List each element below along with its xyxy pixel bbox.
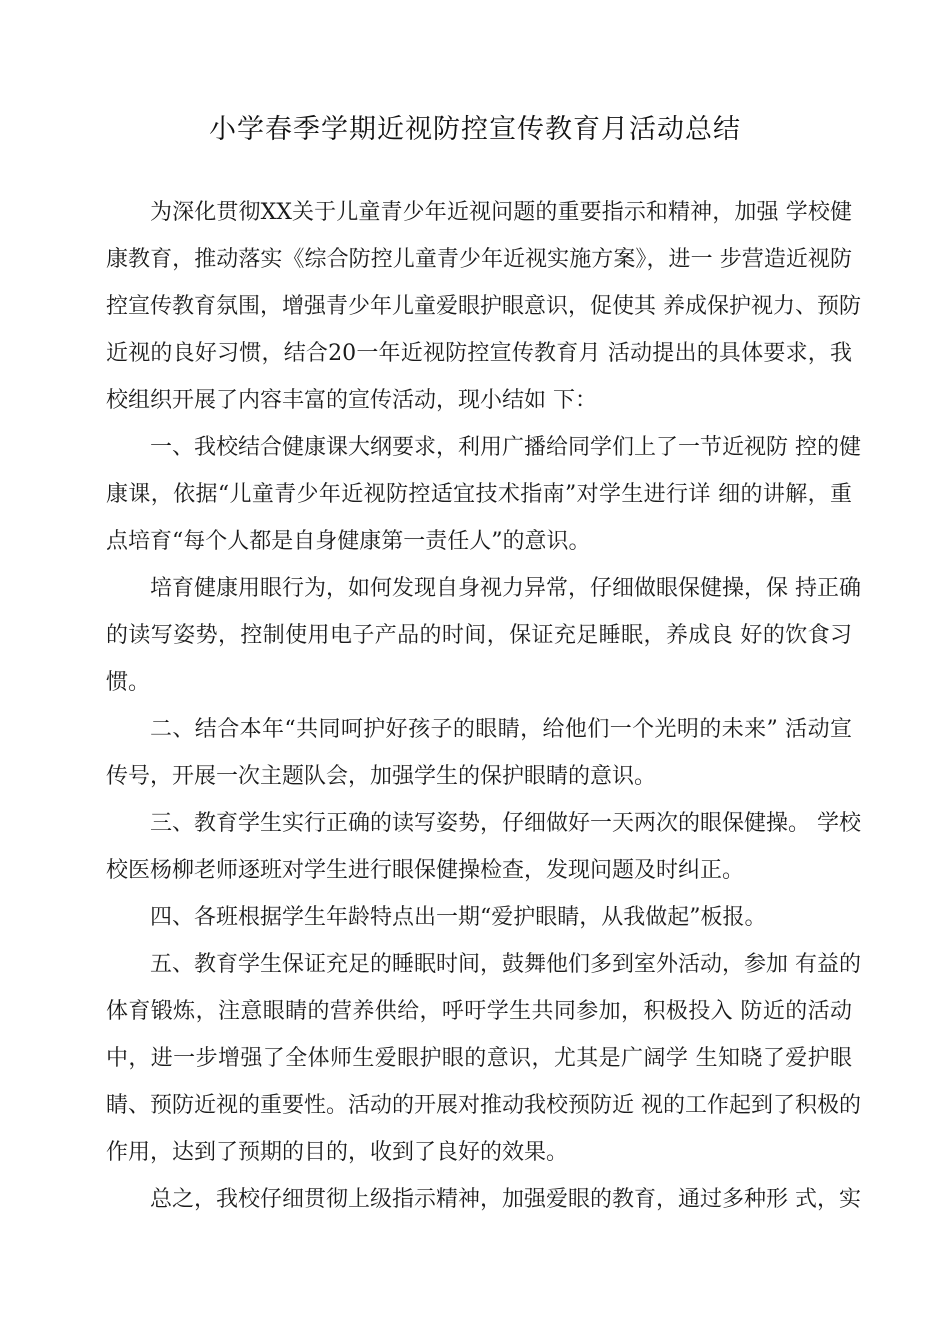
paragraph-line: 点培育“每个人都是自身健康第一责任人”的意识。 [106,529,591,554]
paragraph-line: 培育健康用眼行为，如何发现自身视力异常，仔细做眼保健操，保 持正确 [150,576,861,601]
paragraph-line: 惯。 [106,670,151,695]
paragraph-line: 近视的良好习惯，结合20一年近视防控宣传教育月 活动提出的具体要求，我 [106,341,852,366]
paragraph-line: 四、各班根据学生年龄特点出一期“爱护眼睛，从我做起”板报。 [150,905,767,930]
paragraph-line: 控宣传教育氛围，增强青少年儿童爱眼护眼意识，促使其 养成保护视力、预防 [106,294,861,319]
paragraph-line: 作用，达到了预期的目的，收到了良好的效果。 [106,1140,569,1165]
paragraph-line: 一、我校结合健康课大纲要求，利用广播给同学们上了一节近视防 控的健 [150,435,861,460]
paragraph-line: 体育锻炼，注意眼睛的营养供给，呼吁学生共同参加，积极投入 防近的活动 [106,999,852,1024]
paragraph-line: 的读写姿势，控制使用电子产品的时间，保证充足睡眠，养成良 好的饮食习 [106,623,852,648]
paragraph-line: 三、教育学生实行正确的读写姿势，仔细做好一天两次的眼保健操。 学校 [150,811,861,836]
paragraph-line: 总之，我校仔细贯彻上级指示精神，加强爱眼的教育，通过多种形 式，实 [150,1187,861,1212]
paragraph-line: 康课，依据“儿童青少年近视防控适宜技术指南”对学生进行详 细的讲解，重 [106,482,852,507]
document-title: 小学春季学期近视防控宣传教育月活动总结 [209,114,741,145]
paragraph-line: 校组织开展了内容丰富的宣传活动，现小结如 下： [106,388,597,413]
paragraph-line: 二、结合本年“共同呵护好孩子的眼睛，给他们一个光明的未来” 活动宣 [150,717,852,742]
paragraph-line: 五、教育学生保证充足的睡眠时间，鼓舞他们多到室外活动，参加 有益的 [150,952,861,977]
paragraph-line: 传号，开展一次主题队会，加强学生的保护眼睛的意识。 [106,764,657,789]
paragraph-line: 康教育，推动落实《综合防控儿童青少年近视实施方案》，进一 步营造近视防 [106,247,852,272]
paragraph-line: 睛、预防近视的重要性。活动的开展对推动我校预防近 视的工作起到了积极的 [106,1093,861,1118]
paragraph-line: 校医杨柳老师逐班对学生进行眼保健操检查，发现问题及时纠正。 [106,858,745,883]
paragraph-line: 中，进一步增强了全体师生爱眼护眼的意识，尤其是广阔学 生知晓了爱护眼 [106,1046,852,1071]
paragraph-line: 为深化贯彻XX关于儿童青少年近视问题的重要指示和精神，加强 学校健 [150,200,852,225]
